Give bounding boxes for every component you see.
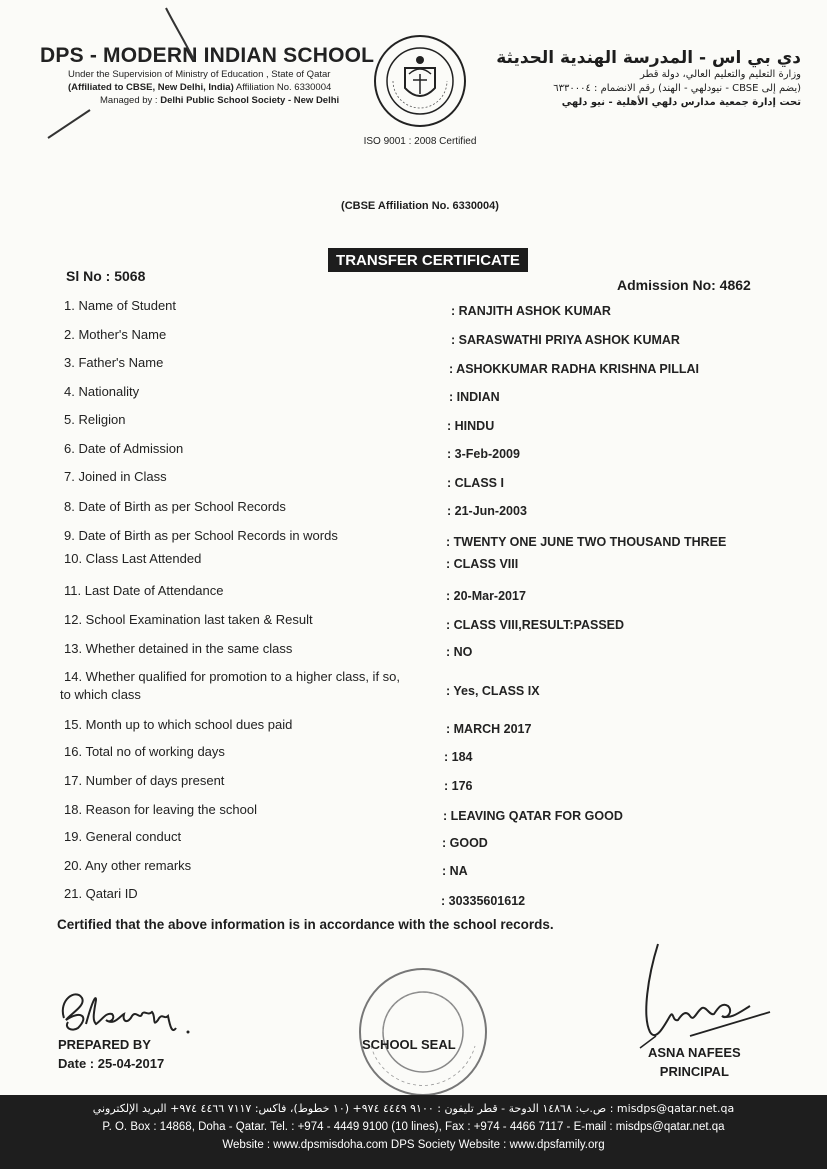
- prepared-by-block: [58, 1035, 164, 1073]
- field-label: 3. Father's Name: [64, 355, 164, 370]
- field-label: 15. Month up to which school dues paid: [64, 717, 293, 732]
- field-value: : 20-Mar-2017: [446, 589, 526, 603]
- field-label: 19. General conduct: [64, 829, 182, 844]
- school-seal-label: SCHOOL SEAL: [362, 1037, 456, 1052]
- admission-number: Admission No: 4862: [617, 277, 751, 293]
- field-label: 14. Whether qualified for promotion to a higher class, if so,: [64, 669, 401, 684]
- school-crest-icon: [373, 34, 467, 128]
- field-label: 16. Total no of working days: [64, 744, 225, 759]
- footer-arabic-contact: ص.ب: ١٤٨٦٨ الدوحة - قطر تليفون : ٩١٠٠ ٤٤٤٩ ٩٧٤+ (١٠ خطوط)، فاكس: ٧١١٧ ٤٤٦٦ ٩٧٤+ البريد الإلكتروني : misdps@qatar.net.qa: [92, 1102, 735, 1115]
- field-label: 7. Joined in Class: [64, 469, 167, 484]
- managed-by-value: Delhi Public School Society - New Delhi: [160, 95, 340, 106]
- principal-name: ASNA NAFEES: [648, 1045, 741, 1060]
- field-label-continued: to which class: [60, 687, 141, 702]
- field-value: : NA: [442, 864, 468, 878]
- field-value: : LEAVING QATAR FOR GOOD: [443, 809, 623, 823]
- serial-number: Sl No : 5068: [66, 268, 146, 284]
- field-value: : 176: [444, 779, 473, 793]
- managed-by-label: Managed by :: [100, 95, 158, 106]
- pen-stroke-mark: [44, 104, 94, 144]
- field-label: 8. Date of Birth as per School Records: [64, 499, 286, 514]
- field-label: 9. Date of Birth as per School Records in words: [64, 528, 338, 543]
- field-label: 10. Class Last Attended: [64, 551, 202, 566]
- principal-block: [648, 1043, 741, 1081]
- affiliation-number: Affiliation No. 6330004: [235, 82, 332, 93]
- footer-websites: Website : www.dpsmisdoha.com DPS Society Website : www.dpsfamily.org: [222, 1139, 605, 1151]
- field-label: 17. Number of days present: [64, 773, 225, 788]
- field-value: : CLASS I: [447, 476, 504, 490]
- field-value: : Yes, CLASS IX: [446, 684, 540, 698]
- field-label: 21. Qatari ID: [64, 886, 138, 901]
- field-value: : CLASS VIII: [446, 557, 519, 571]
- cbse-affiliation: (CBSE Affiliation No. 6330004): [341, 200, 499, 212]
- footer: [0, 1095, 827, 1169]
- field-value: : SARASWATHI PRIYA ASHOK KUMAR: [451, 333, 680, 347]
- certification-statement: Certified that the above information is in accordance with the school records.: [57, 917, 554, 932]
- affiliation-line: [40, 81, 360, 94]
- school-name-en: DPS - MODERN INDIAN SCHOOL: [40, 44, 375, 67]
- field-label: 1. Name of Student: [64, 298, 177, 313]
- field-value: : RANJITH ASHOK KUMAR: [451, 304, 611, 318]
- field-label: 20. Any other remarks: [64, 858, 192, 873]
- field-label: 5. Religion: [64, 412, 126, 427]
- iso-certification: ISO 9001 : 2008 Certified: [363, 136, 477, 147]
- field-value: : 184: [444, 750, 473, 764]
- field-label: 2. Mother's Name: [64, 327, 167, 342]
- school-seal-icon: [357, 966, 489, 1098]
- field-value: : 3-Feb-2009: [447, 447, 520, 461]
- affiliated-cbse: (Affiliated to CBSE, New Delhi, India): [68, 82, 234, 93]
- field-value: : TWENTY ONE JUNE TWO THOUSAND THREE: [446, 535, 727, 549]
- field-value: : INDIAN: [449, 390, 500, 404]
- supervision-text: Under the Supervision of Ministry of Education , State of Qatar: [68, 69, 331, 80]
- field-label: 11. Last Date of Attendance: [64, 583, 224, 598]
- footer-contact: P. O. Box : 14868, Doha - Qatar. Tel. : +974 - 4449 9100 (10 lines), Fax : +974 - 4466 7117 - E-mail : misdps@qatar.net.qa: [102, 1121, 725, 1133]
- pen-stroke-mark: [160, 4, 200, 64]
- field-value: : NO: [446, 645, 473, 659]
- field-label: 4. Nationality: [64, 384, 140, 399]
- field-value: : 21-Jun-2003: [447, 504, 527, 518]
- prepared-date: Date : 25-04-2017: [58, 1056, 165, 1071]
- managed-ar: تحت إدارة جمعية مدارس دلهي الأهلية - نيو دلهي: [561, 97, 801, 108]
- school-name-ar: دي بي اس - المدرسة الهندية الحديثة: [496, 48, 801, 68]
- field-value: : MARCH 2017: [446, 722, 532, 736]
- header-english: [40, 44, 375, 107]
- field-value: : HINDU: [447, 419, 495, 433]
- field-label: 18. Reason for leaving the school: [64, 802, 257, 817]
- ministry-ar: وزارة التعليم والتعليم العالي، دولة قطر: [639, 69, 801, 80]
- field-value: : GOOD: [442, 836, 488, 850]
- principal-signature-icon: [630, 936, 780, 1056]
- certificate-title: TRANSFER CERTIFICATE: [328, 248, 528, 272]
- field-value: : ASHOKKUMAR RADHA KRISHNA PILLAI: [449, 362, 699, 376]
- prepared-by-label: PREPARED BY: [58, 1037, 151, 1052]
- field-label: 6. Date of Admission: [64, 441, 184, 456]
- field-label: 13. Whether detained in the same class: [64, 641, 293, 656]
- field-label: 12. School Examination last taken & Result: [64, 612, 313, 627]
- prepared-by-signature-icon: [56, 980, 196, 1040]
- field-value: : 30335601612: [441, 894, 526, 908]
- principal-title: PRINCIPAL: [659, 1064, 729, 1079]
- field-value: : CLASS VIII,RESULT:PASSED: [446, 618, 625, 632]
- header-arabic: [471, 48, 801, 110]
- affiliation-ar: (يضم إلى CBSE - نيودلهي - الهند) رقم الانضمام : ٦٣٣٠٠٠٤: [553, 83, 801, 94]
